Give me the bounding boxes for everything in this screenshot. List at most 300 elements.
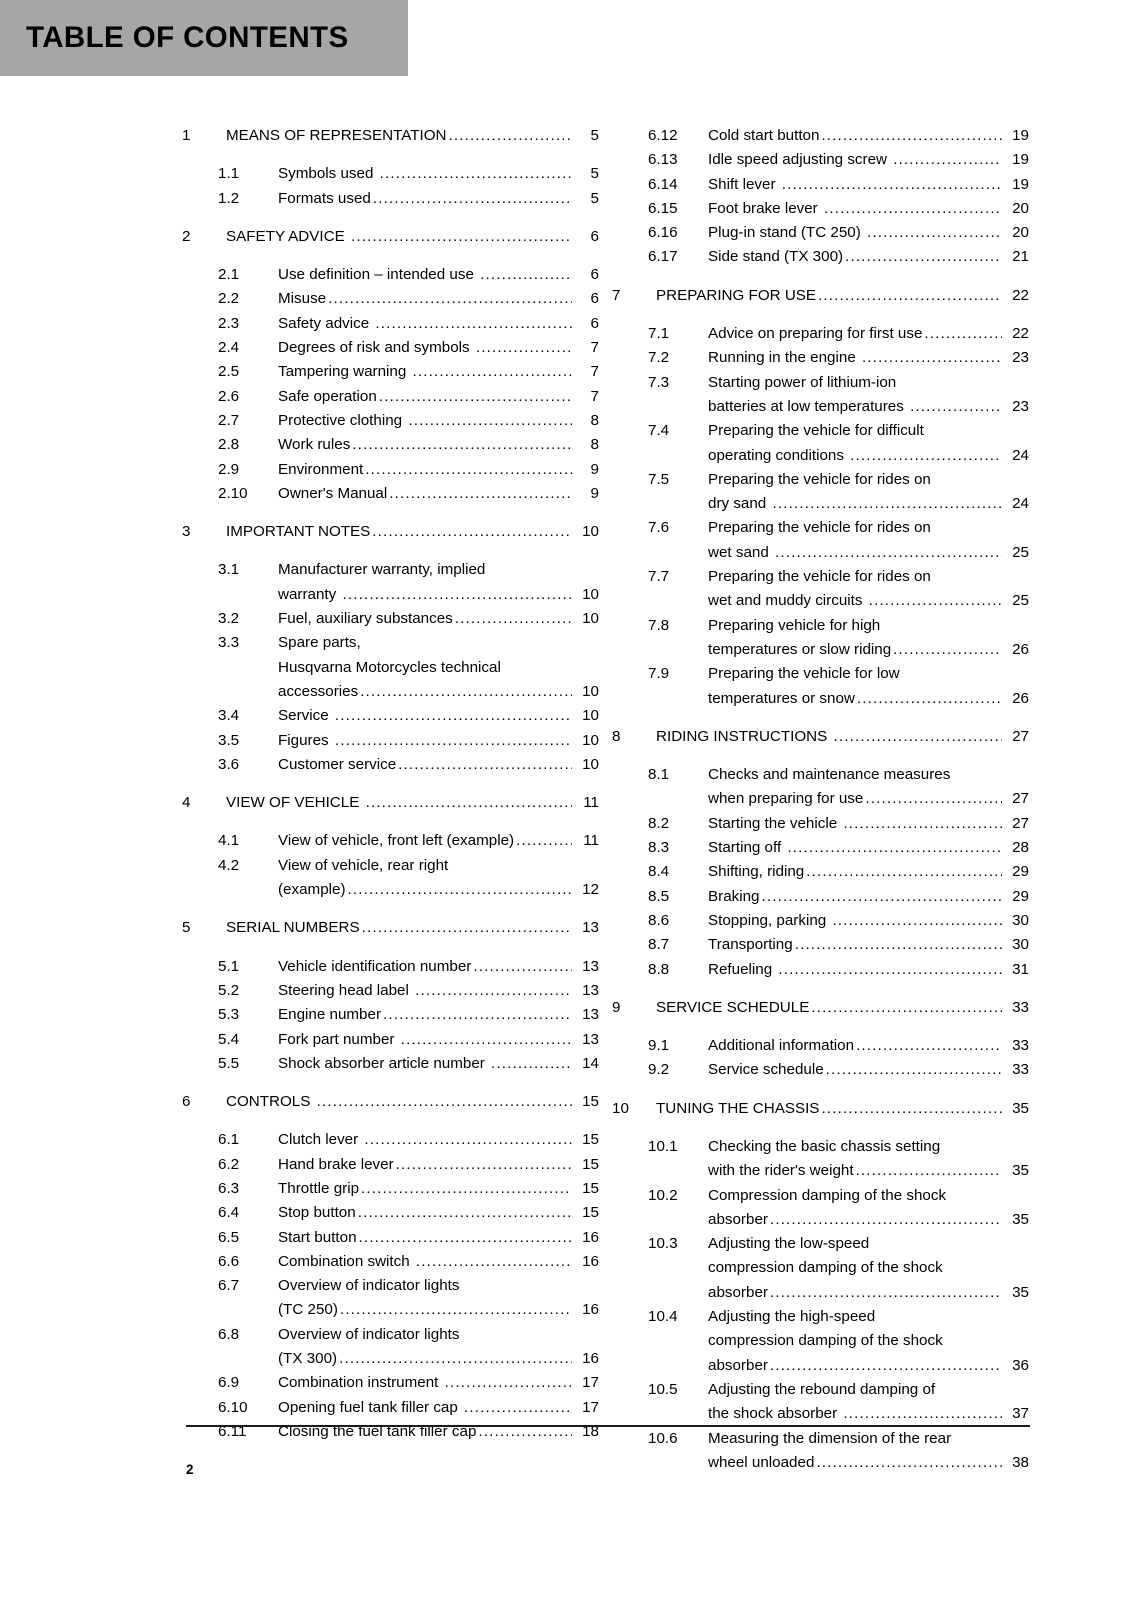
toc-page-number: 27 — [1012, 727, 1029, 745]
toc-entry-number: 7.8 — [648, 616, 670, 634]
toc-leader-dots — [832, 909, 1002, 933]
toc-page-number: 23 — [1012, 397, 1029, 415]
toc-leader-dots — [850, 444, 1002, 468]
toc-entry-number: 2.3 — [218, 314, 240, 332]
toc-entry-title: Shifting, riding — [708, 863, 805, 881]
toc-entry[interactable] — [182, 1153, 599, 1177]
toc-entry-body — [708, 245, 1029, 269]
toc-leader-dots — [795, 933, 1002, 957]
toc-page-number: 10 — [582, 523, 599, 541]
toc-leader-dots — [413, 360, 572, 384]
toc-entry-title: Adjusting the high-speed — [708, 1308, 876, 1326]
toc-entry-body — [278, 1201, 599, 1225]
toc-entry-title: Owner's Manual — [278, 484, 388, 502]
toc-leader-dots — [328, 287, 572, 311]
toc-entry-number: 9.1 — [648, 1037, 670, 1055]
toc-entry-number: 6.1 — [218, 1131, 240, 1149]
toc-entry-body — [278, 312, 599, 336]
toc-entry-body — [278, 753, 599, 777]
toc-entry-body — [278, 979, 599, 1003]
toc-entry-number: 2.9 — [218, 460, 240, 478]
toc-entry-number: 6.11 — [218, 1422, 247, 1440]
toc-page-number: 15 — [582, 1093, 599, 1111]
toc-entry[interactable] — [182, 1250, 599, 1274]
toc-entry-title: Starting off — [708, 839, 786, 857]
toc-entry-title: (TX 300) — [278, 1350, 338, 1368]
toc-entry[interactable] — [612, 245, 1029, 269]
toc-page-number: 18 — [582, 1422, 599, 1440]
toc-entry[interactable] — [612, 371, 1029, 420]
toc-entry[interactable] — [612, 909, 1029, 933]
toc-entry-title: Preparing vehicle for high — [708, 616, 881, 634]
toc-leader-dots — [362, 916, 572, 940]
toc-page-number: 35 — [1012, 1099, 1029, 1117]
toc-entry[interactable] — [612, 221, 1029, 245]
toc-entry-number: 7.7 — [648, 568, 670, 586]
toc-entry-title: Husqvarna Motorcycles technical — [278, 658, 501, 676]
toc-entry-number: 6.2 — [218, 1155, 240, 1173]
toc-page-number: 10 — [582, 731, 599, 749]
toc-entry[interactable] — [612, 565, 1029, 614]
toc-entry[interactable] — [182, 1396, 599, 1420]
toc-entry-body — [708, 565, 1029, 614]
toc-leader-dots — [408, 409, 572, 433]
toc-page-number: 10 — [582, 707, 599, 725]
toc-page-number: 5 — [590, 127, 599, 144]
toc-entry-title: Spare parts, — [278, 634, 361, 652]
toc-leader-dots — [867, 221, 1002, 245]
toc-leader-dots — [359, 1226, 572, 1250]
toc-entry-number: 8.4 — [648, 863, 670, 881]
toc-entry[interactable] — [182, 1052, 599, 1076]
toc-page-number: 13 — [582, 1030, 599, 1048]
toc-entry[interactable] — [612, 1184, 1029, 1233]
toc-entry-body — [708, 419, 1029, 468]
toc-entry-title: Safe operation — [278, 387, 377, 405]
toc-leader-dots — [762, 885, 1003, 909]
toc-entry-body — [278, 1226, 599, 1250]
toc-entry-body — [278, 360, 599, 384]
toc-entry[interactable] — [612, 516, 1029, 565]
toc-entry-title: SAFETY ADVICE — [226, 227, 349, 245]
toc-entry-number: 6.5 — [218, 1228, 240, 1246]
toc-leader-dots — [352, 433, 572, 457]
toc-entry-body — [278, 729, 599, 753]
toc-entry[interactable] — [612, 812, 1029, 836]
toc-leader-dots — [383, 1003, 572, 1027]
toc-entry-body — [708, 197, 1029, 221]
toc-entry-number: 7.9 — [648, 665, 670, 683]
toc-page-number: 29 — [1012, 863, 1029, 881]
toc-entry[interactable] — [182, 458, 599, 482]
toc-leader-dots — [416, 1250, 572, 1274]
toc-leader-dots — [862, 346, 1002, 370]
toc-entry-title: Steering head label — [278, 981, 414, 999]
toc-page-number: 20 — [1012, 199, 1029, 217]
toc-page-number: 35 — [1012, 1162, 1029, 1180]
toc-page-number: 16 — [582, 1350, 599, 1368]
toc-entry[interactable] — [612, 860, 1029, 884]
toc-leader-dots — [375, 312, 572, 336]
toc-entry[interactable] — [612, 836, 1029, 860]
toc-entry-number: 2.6 — [218, 387, 240, 405]
toc-page-number: 13 — [582, 981, 599, 999]
toc-entry-number: 6.4 — [218, 1204, 240, 1222]
toc-page-number: 24 — [1012, 446, 1029, 464]
toc-entry-number: 10.4 — [648, 1308, 678, 1326]
toc-entry[interactable] — [182, 607, 599, 631]
toc-leader-dots — [806, 860, 1002, 884]
toc-entry-number: 8.6 — [648, 911, 670, 929]
toc-entry-title: Preparing the vehicle for rides on — [708, 470, 931, 488]
toc-entry[interactable] — [612, 885, 1029, 909]
toc-entry[interactable] — [182, 360, 599, 384]
toc-entry[interactable] — [182, 1028, 599, 1052]
toc-entry-body — [708, 1232, 1029, 1305]
toc-entry-body — [708, 860, 1029, 884]
toc-entry-title: Misuse — [278, 290, 327, 308]
toc-leader-dots — [342, 583, 572, 607]
toc-leader-dots — [455, 607, 572, 631]
toc-entry-title: (TC 250) — [278, 1301, 338, 1319]
toc-entry[interactable] — [182, 1090, 599, 1114]
toc-entry[interactable] — [182, 829, 599, 853]
toc-entry-body — [226, 124, 599, 148]
toc-entry-title: Compression damping of the shock — [708, 1186, 947, 1204]
toc-entry[interactable] — [182, 1226, 599, 1250]
toc-page-number: 26 — [1012, 640, 1029, 658]
toc-entry-title: Idle speed adjusting screw — [708, 151, 892, 169]
toc-page-number: 17 — [582, 1374, 599, 1392]
toc-entry[interactable] — [182, 433, 599, 457]
header-banner — [0, 0, 408, 76]
toc-entry-number: 6 — [182, 1093, 191, 1111]
toc-leader-dots — [491, 1052, 572, 1076]
toc-entry-body — [708, 1378, 1029, 1427]
toc-entry[interactable] — [182, 225, 599, 249]
toc-leader-dots — [317, 1090, 572, 1114]
toc-entry-title: Hand brake lever — [278, 1155, 394, 1173]
toc-leader-dots — [340, 1298, 572, 1322]
toc-page-number: 13 — [582, 957, 599, 975]
toc-entry-number: 5.2 — [218, 981, 240, 999]
toc-leader-dots — [339, 1347, 572, 1371]
toc-entry[interactable] — [182, 979, 599, 1003]
toc-entry-title: the shock absorber — [708, 1405, 842, 1423]
toc-entry[interactable] — [182, 1371, 599, 1395]
toc-leader-dots — [396, 1153, 572, 1177]
toc-entry-body — [226, 916, 599, 940]
toc-entry[interactable] — [182, 558, 599, 607]
toc-entry-body — [708, 1305, 1029, 1378]
toc-entry-number: 8.3 — [648, 839, 670, 857]
toc-entry[interactable] — [612, 173, 1029, 197]
toc-entry[interactable] — [612, 1058, 1029, 1082]
toc-entry[interactable] — [182, 312, 599, 336]
toc-entry[interactable] — [612, 614, 1029, 663]
toc-entry[interactable] — [612, 763, 1029, 812]
toc-page-number: 27 — [1012, 814, 1029, 832]
toc-entry[interactable] — [612, 124, 1029, 148]
toc-entry[interactable] — [612, 197, 1029, 221]
toc-entry-number: 2.10 — [218, 484, 248, 502]
toc-entry[interactable] — [612, 1378, 1029, 1427]
toc-entry-body — [226, 520, 599, 544]
toc-leader-dots — [365, 458, 572, 482]
toc-entry-number: 5.1 — [218, 957, 240, 975]
toc-entry[interactable] — [182, 336, 599, 360]
toc-entry-title: VIEW OF VEHICLE — [226, 794, 364, 812]
toc-page-number: 13 — [582, 1006, 599, 1024]
toc-entry-body — [278, 558, 599, 607]
toc-entry-body — [708, 346, 1029, 370]
toc-page-number: 9 — [590, 460, 599, 478]
toc-entry[interactable] — [612, 284, 1029, 308]
toc-entry[interactable] — [182, 955, 599, 979]
toc-entry[interactable] — [612, 1135, 1029, 1184]
toc-entry-number: 4 — [182, 794, 191, 812]
toc-leader-dots — [834, 725, 1002, 749]
toc-leader-dots — [516, 829, 572, 853]
toc-page-number: 6 — [590, 290, 599, 308]
toc-page-number: 26 — [1012, 689, 1029, 707]
toc-entry[interactable] — [612, 1097, 1029, 1121]
toc-entry-title: Overview of indicator lights — [278, 1277, 460, 1295]
toc-leader-dots — [480, 263, 572, 287]
toc-entry-number: 2.1 — [218, 266, 240, 284]
toc-page-number: 10 — [582, 682, 599, 700]
toc-page-number: 14 — [582, 1054, 599, 1072]
toc-entry[interactable] — [182, 1274, 599, 1323]
toc-entry-body — [278, 1371, 599, 1395]
toc-page-number: 7 — [590, 387, 599, 405]
toc-entry-body — [656, 996, 1029, 1020]
toc-entry-number: 2.7 — [218, 411, 240, 429]
toc-entry[interactable] — [182, 263, 599, 287]
toc-page-number: 36 — [1012, 1356, 1029, 1374]
toc-entry[interactable] — [182, 409, 599, 433]
toc-entry[interactable] — [182, 124, 599, 148]
toc-entry-body — [278, 829, 599, 853]
toc-entry-title: Cold start button — [708, 127, 820, 144]
toc-entry-title: Refueling — [708, 960, 777, 978]
toc-leader-dots — [787, 836, 1002, 860]
toc-entry[interactable] — [612, 322, 1029, 346]
toc-entry-title: dry sand — [708, 495, 771, 513]
toc-entry-title: Figures — [278, 731, 333, 749]
toc-leader-dots — [351, 225, 572, 249]
toc-entry-number: 10 — [612, 1099, 629, 1117]
toc-entry[interactable] — [182, 1128, 599, 1152]
toc-entry-title: Combination instrument — [278, 1374, 443, 1392]
toc-leader-dots — [856, 1034, 1002, 1058]
toc-entry[interactable] — [612, 148, 1029, 172]
toc-entry-title: when preparing for use — [708, 790, 864, 808]
toc-entry-body — [708, 1034, 1029, 1058]
toc-entry-title: Tampering warning — [278, 363, 411, 381]
toc-leader-dots — [856, 1159, 1002, 1183]
toc-entry-title: Adjusting the low-speed — [708, 1235, 870, 1253]
toc-entry-number: 8.7 — [648, 936, 670, 954]
toc-entry-title: Safety advice — [278, 314, 374, 332]
toc-entry[interactable] — [182, 1201, 599, 1225]
toc-entry-title: Stop button — [278, 1204, 356, 1222]
toc-entry-number: 5.3 — [218, 1006, 240, 1024]
toc-entry-title: Clutch lever — [278, 1131, 363, 1149]
toc-entry-title: Vehicle identification number — [278, 957, 472, 975]
toc-entry[interactable] — [182, 385, 599, 409]
toc-entry[interactable] — [612, 1232, 1029, 1305]
toc-entry-body — [278, 607, 599, 631]
toc-page-number: 8 — [590, 411, 599, 429]
toc-page-number: 27 — [1012, 790, 1029, 808]
toc-leader-dots — [910, 395, 1002, 419]
toc-entry-body — [278, 187, 599, 211]
toc-entry-title: compression damping of the shock — [708, 1259, 943, 1277]
toc-entry-body — [278, 1177, 599, 1201]
toc-entry-body — [278, 162, 599, 186]
toc-entry-title: Throttle grip — [278, 1179, 360, 1197]
toc-entry[interactable] — [182, 704, 599, 728]
toc-leader-dots — [770, 1354, 1002, 1378]
toc-entry-title: Stopping, parking — [708, 911, 831, 929]
toc-leader-dots — [811, 996, 1002, 1020]
toc-entry-body — [226, 791, 599, 815]
toc-entry[interactable] — [182, 916, 599, 940]
toc-entry[interactable] — [182, 631, 599, 704]
toc-entry-title: CONTROLS — [226, 1093, 315, 1111]
toc-page-number: 21 — [1012, 248, 1029, 266]
toc-page-number: 16 — [582, 1252, 599, 1270]
toc-entry-title: wet and muddy circuits — [708, 592, 867, 610]
toc-entry[interactable] — [612, 468, 1029, 517]
toc-entry[interactable] — [182, 1177, 599, 1201]
toc-entry[interactable] — [182, 187, 599, 211]
toc-entry[interactable] — [612, 996, 1029, 1020]
toc-entry[interactable] — [182, 854, 599, 903]
toc-entry-title: Protective clothing — [278, 411, 407, 429]
toc-entry-body — [708, 1427, 1029, 1476]
toc-leader-dots — [843, 812, 1002, 836]
toc-entry[interactable] — [182, 1323, 599, 1372]
toc-page-number: 35 — [1012, 1283, 1029, 1301]
toc-entry[interactable] — [612, 725, 1029, 749]
toc-entry[interactable] — [182, 791, 599, 815]
toc-entry-title: absorber — [708, 1356, 768, 1374]
toc-page-number: 13 — [582, 919, 599, 937]
toc-entry[interactable] — [612, 958, 1029, 982]
toc-page-number: 11 — [583, 794, 599, 812]
toc-entry-body — [708, 909, 1029, 933]
toc-entry-body — [708, 812, 1029, 836]
toc-entry[interactable] — [182, 1003, 599, 1027]
toc-entry-title: Fork part number — [278, 1030, 399, 1048]
toc-leader-dots — [360, 680, 572, 704]
toc-page-number: 15 — [582, 1179, 599, 1197]
toc-entry-title: Side stand (TX 300) — [708, 248, 844, 266]
toc-entry-number: 1.1 — [218, 165, 240, 183]
toc-entry-body — [278, 631, 599, 704]
toc-entry-title: Preparing the vehicle for low — [708, 665, 900, 683]
toc-leader-dots — [778, 958, 1002, 982]
toc-page-number: 15 — [582, 1131, 599, 1149]
toc-entry-title: View of vehicle, rear right — [278, 856, 449, 874]
toc-entry[interactable] — [612, 346, 1029, 370]
toc-entry-number: 10.6 — [648, 1429, 678, 1447]
toc-page-number: 16 — [582, 1301, 599, 1319]
toc-leader-dots — [782, 173, 1002, 197]
toc-entry[interactable] — [612, 662, 1029, 711]
toc-entry-body — [656, 725, 1029, 749]
toc-entry-number: 5 — [182, 919, 191, 937]
toc-page-number: 5 — [590, 165, 599, 183]
toc-page-number: 17 — [582, 1398, 599, 1416]
toc-entry-number: 6.15 — [648, 199, 678, 217]
toc-entry-title: Running in the engine — [708, 349, 860, 367]
toc-page-number: 6 — [590, 266, 599, 284]
toc-leader-dots — [857, 687, 1002, 711]
toc-entry[interactable] — [182, 753, 599, 777]
toc-entry[interactable] — [182, 520, 599, 544]
toc-entry-body — [226, 225, 599, 249]
toc-entry-title: Starting power of lithium-ion — [708, 373, 897, 391]
toc-entry-title: accessories — [278, 682, 359, 700]
toc-entry-title: Degrees of risk and symbols — [278, 339, 474, 357]
toc-entry-title: Formats used — [278, 189, 371, 207]
toc-entry[interactable] — [182, 482, 599, 506]
toc-entry-title: Measuring the dimension of the rear — [708, 1429, 952, 1447]
toc-entry-number: 6.10 — [218, 1398, 248, 1416]
toc-entry[interactable] — [182, 162, 599, 186]
toc-entry-body — [278, 955, 599, 979]
toc-entry-body — [278, 287, 599, 311]
toc-entry-title: Preparing the vehicle for difficult — [708, 422, 924, 440]
toc-entry[interactable] — [612, 933, 1029, 957]
toc-page-number: 23 — [1012, 349, 1029, 367]
toc-page-number: 15 — [582, 1155, 599, 1173]
toc-entry[interactable] — [182, 287, 599, 311]
toc-entry-number: 3.6 — [218, 755, 240, 773]
toc-leader-dots — [893, 148, 1002, 172]
toc-entry-title: Opening fuel tank filler cap — [278, 1398, 463, 1416]
footer-divider — [186, 1425, 1030, 1427]
toc-page-number: 37 — [1012, 1405, 1029, 1423]
toc-entry-title: PREPARING FOR USE — [656, 286, 817, 304]
toc-entry-title: Overview of indicator lights — [278, 1325, 460, 1343]
toc-entry-title: Adjusting the rebound damping of — [708, 1380, 936, 1398]
toc-page-number: 5 — [590, 189, 599, 207]
toc-entry-title: absorber — [708, 1283, 768, 1301]
toc-entry-number: 8.8 — [648, 960, 670, 978]
toc-entry-body — [278, 336, 599, 360]
toc-entry-title: Preparing the vehicle for rides on — [708, 568, 931, 586]
toc-entry[interactable] — [612, 1034, 1029, 1058]
toc-entry-number: 2.4 — [218, 339, 240, 357]
toc-entry[interactable] — [612, 1427, 1029, 1476]
toc-entry-body — [708, 468, 1029, 517]
toc-entry[interactable] — [182, 729, 599, 753]
toc-page-number: 22 — [1012, 286, 1029, 304]
toc-entry-body — [278, 263, 599, 287]
toc-entry[interactable] — [182, 1420, 599, 1444]
toc-leader-dots — [843, 1402, 1002, 1426]
toc-entry-body — [708, 516, 1029, 565]
toc-entry-body — [278, 1052, 599, 1076]
toc-entry[interactable] — [612, 419, 1029, 468]
toc-entry[interactable] — [612, 1305, 1029, 1378]
toc-entry-body — [278, 458, 599, 482]
toc-entry-number: 8.2 — [648, 814, 670, 832]
